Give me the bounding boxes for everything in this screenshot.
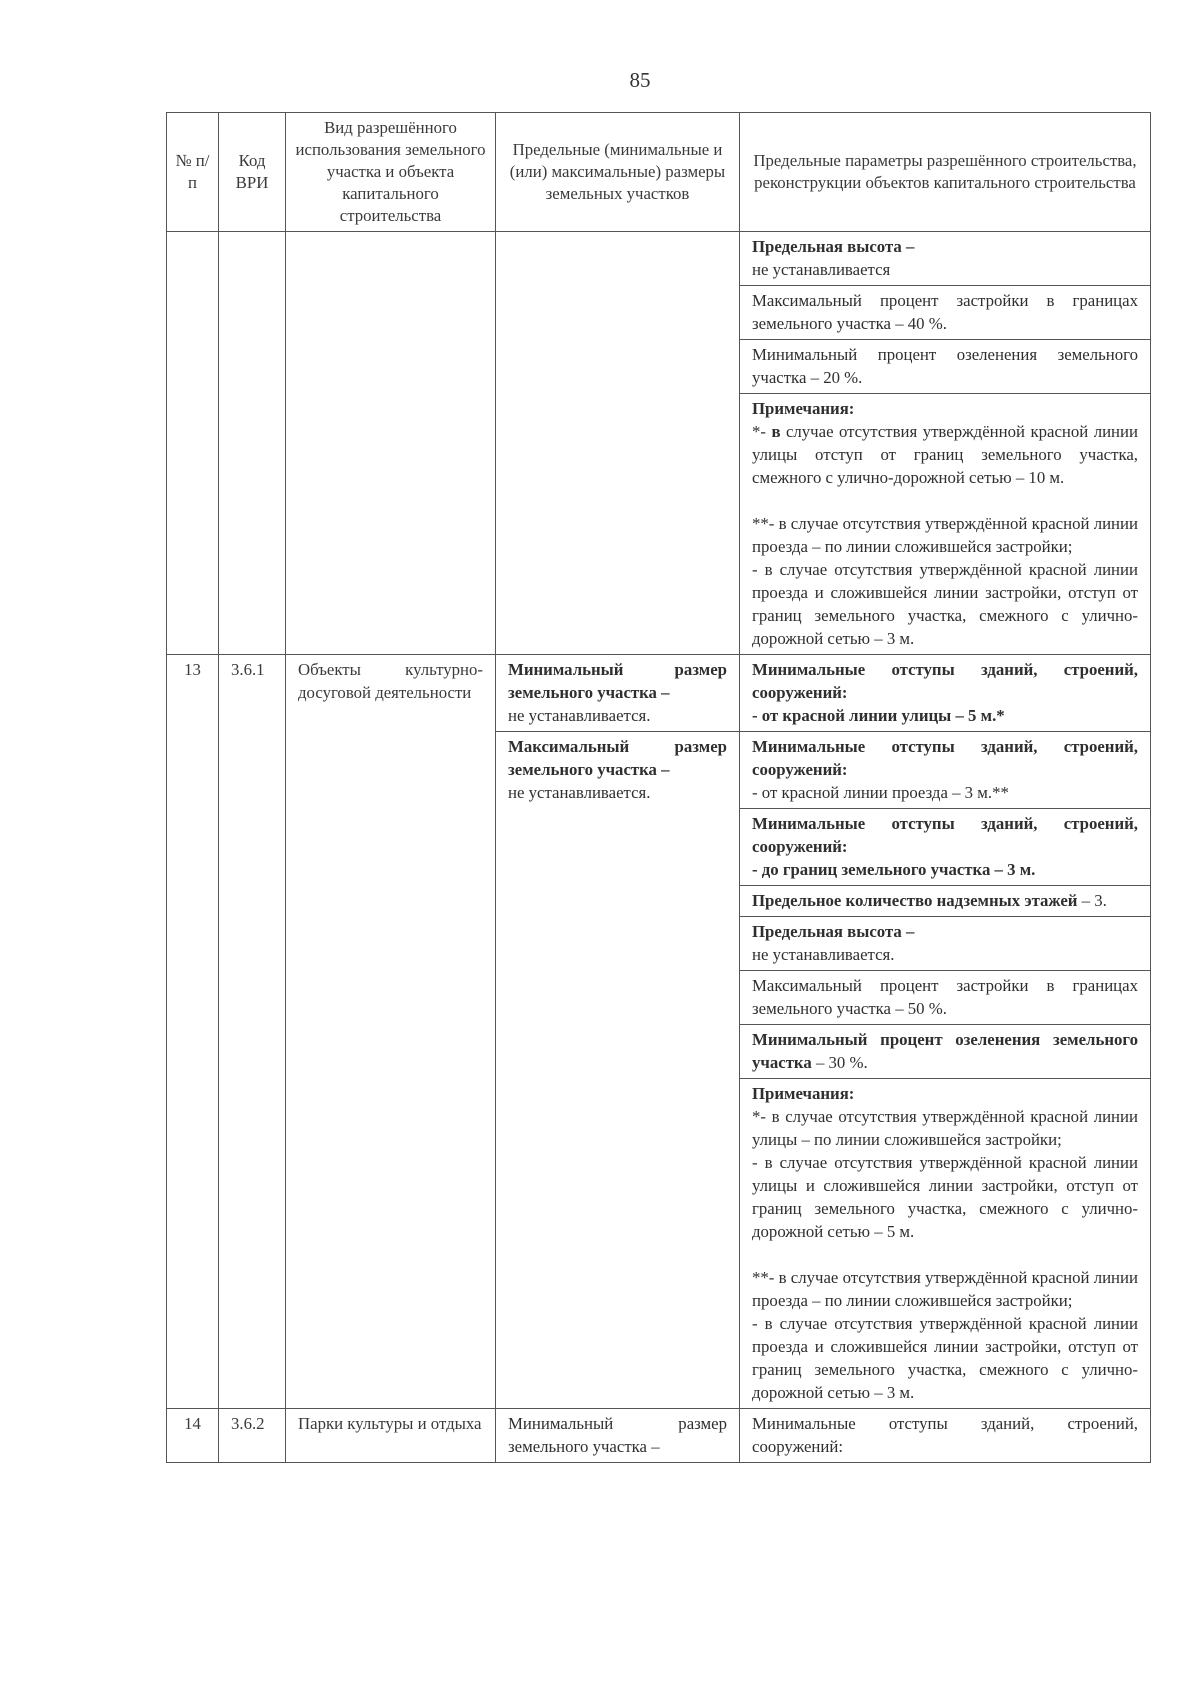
row13-param-7-label: Минимальный процент озеленения земельного участка: [752, 1030, 1138, 1072]
row13-param-2-label: Минимальные отступы зданий, строений, сооружений:: [752, 737, 1138, 779]
table-header-row: [167, 113, 1151, 232]
cont-size-cell: [496, 232, 740, 655]
row13-param-1-label: Минимальные отступы зданий, строений, сооружений:: [752, 660, 1138, 702]
row13-param-5-label: Предельная высота –: [752, 922, 915, 941]
param-build-percent: Максимальный процент застройки в границах земельного участка – 40 %.: [740, 286, 1151, 340]
row14-name: Парки культуры и отдыха: [286, 1409, 496, 1463]
row14-min-size: Минимальный размер земельного участка –: [496, 1409, 740, 1463]
note-1-mid: в: [765, 422, 786, 441]
row14-param-1: Минимальные отступы зданий, строений, сооружений:: [740, 1409, 1151, 1463]
row13-param-5: [740, 917, 1151, 971]
row13-min-size: [496, 655, 740, 732]
row13-param-4-value: – 3.: [1077, 891, 1107, 910]
note-1-text: случае отсутствия утверждённой красной линии улицы отступ от границ земельного участка, смежного с улично-дорожной сетью – 10 м.: [752, 422, 1138, 487]
row14-code: 3.6.2: [219, 1409, 286, 1463]
cont-name-cell: [286, 232, 496, 655]
row13-param-4-label: Предельное количество надземных этажей: [752, 891, 1078, 910]
row13-notes-cell: [740, 1079, 1151, 1409]
row13-param-3: [740, 809, 1151, 886]
row13-note-2: - в случае отсутствия утверждённой красной линии улицы и сложившейся линии застройки, отступ от границ земельного участка, смежного с улично-дорожной сетью – 5 м.: [752, 1153, 1138, 1241]
row13-code: 3.6.1: [219, 655, 286, 1409]
header-kind: Вид разрешённого использования земельного участка и объекта капитального строительства: [286, 113, 496, 232]
row13-param-1-value: - от красной линии улицы – 5 м.*: [752, 706, 1005, 725]
row13-param-7: [740, 1025, 1151, 1079]
table-row: [167, 1409, 1151, 1463]
note-1: [752, 420, 1138, 489]
row13-param-6: Максимальный процент застройки в границах земельного участка – 50 %.: [740, 971, 1151, 1025]
row13-param-2: [740, 732, 1151, 809]
header-code: Код ВРИ: [219, 113, 286, 232]
row13-param-5-value: не устанавливается.: [752, 945, 895, 964]
header-params: Предельные параметры разрешённого строительства, реконструкции объектов капитального строительства: [740, 113, 1151, 232]
header-sizes: Предельные (минимальные и (или) максимальные) размеры земельных участков: [496, 113, 740, 232]
row13-name: Объекты культурно-досуговой деятельности: [286, 655, 496, 1409]
row13-notes-title: Примечания:: [752, 1084, 855, 1103]
row13-min-label: Минимальный размер земельного участка –: [508, 660, 727, 702]
row13-max-value: не устанавливается.: [508, 783, 651, 802]
row13-param-4: [740, 886, 1151, 917]
row14-num: 14: [167, 1409, 219, 1463]
page-number: 85: [629, 68, 651, 92]
zoning-regulations-table: [166, 112, 1151, 1463]
notes-cell: [740, 394, 1151, 655]
param-green-percent: Минимальный процент озеленения земельного участка – 20 %.: [740, 340, 1151, 394]
row13-note-4: - в случае отсутствия утверждённой красной линии проезда и сложившейся линии застройки, отступ от границ земельного участка, смежного с улично-дорожной сетью – 3 м.: [752, 1314, 1138, 1402]
table-row: [167, 655, 1151, 732]
row13-param-1: [740, 655, 1151, 732]
row13-param-3-value: - до границ земельного участка – 3 м.: [752, 860, 1036, 879]
row13-param-2-value: - от красной линии проезда – 3 м.**: [752, 783, 1009, 802]
param-height-label: Предельная высота –: [752, 237, 915, 256]
row13-param-7-value: – 30 %.: [811, 1053, 868, 1072]
note-2: **- в случае отсутствия утверждённой красной линии проезда – по линии сложившейся застройки;: [752, 514, 1138, 556]
row13-max-size: [496, 732, 740, 1409]
row13-max-label: Максимальный размер земельного участка –: [508, 737, 727, 779]
row13-num: 13: [167, 655, 219, 1409]
cont-code-cell: [219, 232, 286, 655]
row13-note-3: **- в случае отсутствия утверждённой красной линии проезда – по линии сложившейся застройки;: [752, 1268, 1138, 1310]
note-3: - в случае отсутствия утверждённой красной линии проезда и сложившейся линии застройки, отступ от границ земельного участка, смежного с улично-дорожной сетью – 3 м.: [752, 560, 1138, 648]
row13-note-1: *- в случае отсутствия утверждённой красной линии улицы – по линии сложившейся застройки;: [752, 1107, 1138, 1149]
param-height: [740, 232, 1151, 286]
table-row: [167, 232, 1151, 286]
notes-title: Примечания:: [752, 399, 855, 418]
param-height-value: не устанавливается: [752, 260, 891, 279]
header-num: № п/п: [167, 113, 219, 232]
note-1-prefix: *-: [752, 422, 766, 441]
cont-num-cell: [167, 232, 219, 655]
row13-param-3-label: Минимальные отступы зданий, строений, сооружений:: [752, 814, 1138, 856]
row13-min-value: не устанавливается.: [508, 706, 651, 725]
